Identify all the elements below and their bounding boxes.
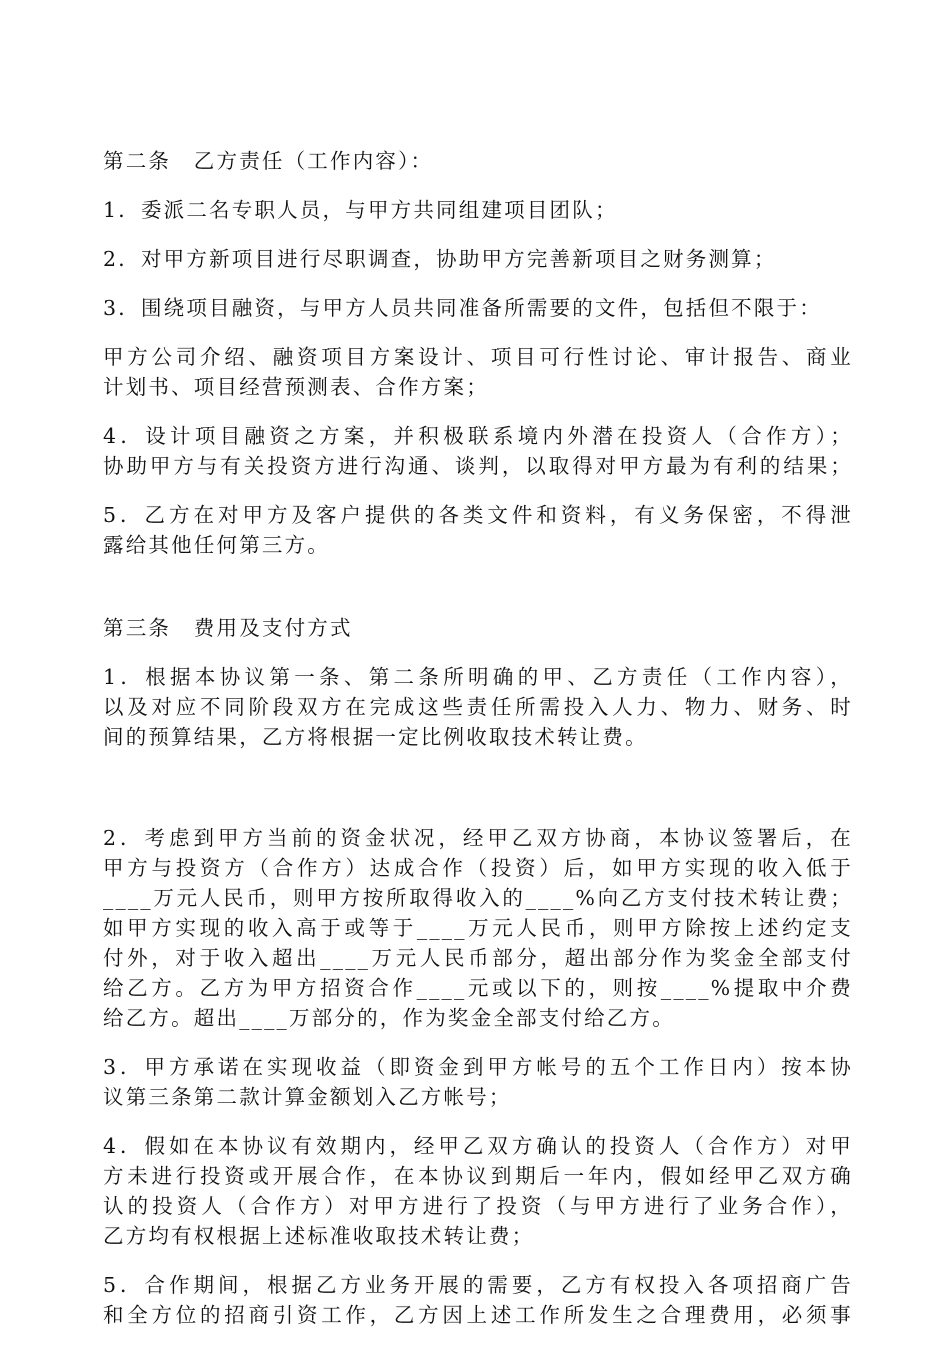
text-line: 4．假如在本协议有效期内，经甲乙双方确认的投资人（合作方）对甲 bbox=[103, 1134, 853, 1158]
text-line: 甲方公司介绍、融资项目方案设计、项目可行性讨论、审计报告、商业 bbox=[103, 345, 853, 369]
section-spacer bbox=[103, 579, 853, 613]
text-line: 计划书、项目经营预测表、合作方案； bbox=[103, 375, 489, 399]
text-line: 3．围绕项目融资，与甲方人员共同准备所需要的文件，包括但不限于： bbox=[103, 296, 822, 320]
text-line: 如甲方实现的收入高于或等于____万元人民币，则甲方除按上述约定支 bbox=[103, 916, 853, 940]
text-line: 间的预算结果，乙方将根据一定比例收取技术转让费。 bbox=[103, 725, 648, 749]
text-line: 1．根据本协议第一条、第二条所明确的甲、乙方责任（工作内容）， bbox=[103, 665, 853, 689]
paragraph-s3-p4 bbox=[103, 1131, 853, 1251]
paragraph-s2-p5 bbox=[103, 421, 853, 481]
paragraph-s3-p1 bbox=[103, 662, 853, 752]
paragraph-s2-p3 bbox=[103, 293, 853, 323]
text-line: 以及对应不同阶段双方在完成这些责任所需投入人力、物力、财务、时 bbox=[103, 695, 853, 719]
text-line: 4．设计项目融资之方案，并积极联系境内外潜在投资人（合作方）； bbox=[103, 424, 853, 448]
text-line: 给乙方。乙方为甲方招资合作____元或以下的，则按____%提取中介费 bbox=[103, 976, 853, 1000]
paragraph-s3-p3 bbox=[103, 1052, 853, 1112]
paragraph-s2-p1 bbox=[103, 195, 853, 225]
text-line: 给乙方。超出____万部分的，作为奖金全部支付给乙方。 bbox=[103, 1006, 675, 1030]
text-line: 2．考虑到甲方当前的资金状况，经甲乙双方协商，本协议签署后，在 bbox=[103, 826, 853, 850]
text-line: 3．甲方承诺在实现收益（即资金到甲方帐号的五个工作日内）按本协 bbox=[103, 1055, 853, 1079]
text-line: 乙方均有权根据上述标准收取技术转让费； bbox=[103, 1224, 535, 1248]
text-line: 认的投资人（合作方）对甲方进行了投资（与甲方进行了业务合作）， bbox=[103, 1194, 853, 1218]
section-heading-article-3: 第三条 费用及支付方式 bbox=[103, 616, 353, 640]
text-line: 协助甲方与有关投资方进行沟通、谈判，以取得对甲方最为有利的结果； bbox=[103, 454, 853, 478]
section-heading-article-2: 第二条 乙方责任（工作内容）： bbox=[103, 149, 434, 173]
document-body bbox=[103, 146, 853, 1349]
paragraph-spacer bbox=[103, 771, 853, 823]
text-line: ____万元人民币，则甲方按所取得收入的____%向乙方支付技术转让费； bbox=[103, 886, 853, 910]
paragraph-s2-p6 bbox=[103, 500, 853, 560]
text-line: 和全方位的招商引资工作，乙方因上述工作所发生之合理费用，必须事 bbox=[103, 1303, 853, 1327]
paragraph-s3-p5 bbox=[103, 1270, 853, 1330]
paragraph-s2-p4 bbox=[103, 342, 853, 402]
text-line: 5．乙方在对甲方及客户提供的各类文件和资料，有义务保密，不得泄 bbox=[103, 503, 853, 527]
text-line: 方未进行投资或开展合作，在本协议到期后一年内，假如经甲乙双方确 bbox=[103, 1164, 853, 1188]
text-line: 1．委派二名专职人员，与甲方共同组建项目团队； bbox=[103, 198, 618, 222]
text-line: 议第三条第二款计算金额划入乙方帐号； bbox=[103, 1085, 512, 1109]
text-line: 2．对甲方新项目进行尽职调查，协助甲方完善新项目之财务测算； bbox=[103, 247, 777, 271]
text-line: 甲方与投资方（合作方）达成合作（投资）后，如甲方实现的收入低于 bbox=[103, 856, 853, 880]
text-line: 付外，对于收入超出____万元人民币部分，超出部分作为奖金全部支付 bbox=[103, 946, 853, 970]
text-line: 5．合作期间，根据乙方业务开展的需要，乙方有权投入各项招商广告 bbox=[103, 1273, 853, 1297]
paragraph-s2-p2 bbox=[103, 244, 853, 274]
paragraph-s3-p2 bbox=[103, 823, 853, 1033]
text-line: 露给其他任何第三方。 bbox=[103, 533, 330, 557]
